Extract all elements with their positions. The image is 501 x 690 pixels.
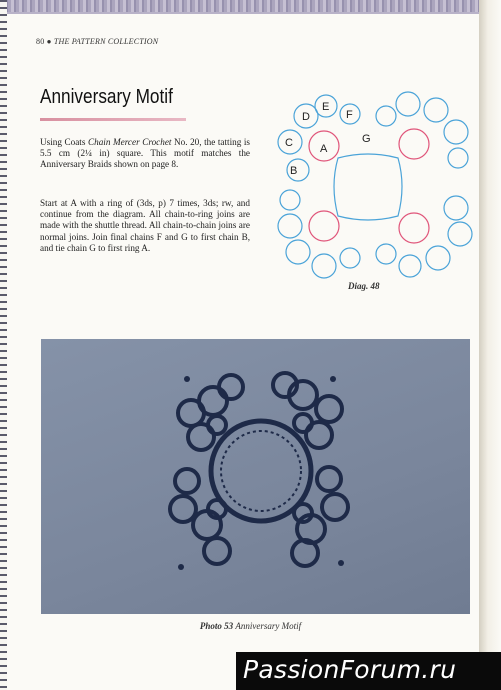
top-strip — [0, 0, 501, 14]
page-number: 80 — [36, 37, 45, 46]
label-f: F — [346, 109, 353, 121]
title-underline — [40, 118, 186, 121]
photo-caption-title: Anniversary Motif — [235, 621, 302, 631]
pattern-diagram — [268, 86, 480, 282]
lace-center-ring — [211, 421, 311, 521]
watermark-text: PassionForum.ru — [243, 655, 457, 684]
lace-flower-bl — [170, 469, 230, 564]
page-edge — [479, 0, 501, 690]
diagram-labels — [285, 101, 371, 177]
label-d: D — [302, 111, 310, 123]
para1-text-b: No. 20, the tatting is 5.5 cm (2¼ in) square. This motif matches the Anniversary Braids shown on page 8. — [40, 137, 250, 170]
photo-caption-label: Photo 53 — [199, 621, 234, 631]
photo-caption — [0, 621, 501, 631]
materials-paragraph — [40, 137, 250, 171]
label-e: E — [322, 101, 330, 113]
diagram-caption: Diag. 48 — [348, 281, 380, 291]
label-b: B — [290, 165, 298, 177]
lace-flower-tl — [178, 375, 243, 450]
lace-flower-br — [292, 467, 348, 566]
label-g: G — [362, 133, 371, 145]
thread-name: Chain Mercer Crochet — [87, 137, 172, 147]
spiral-binding — [0, 0, 7, 690]
page-title: Anniversary Motif — [40, 86, 173, 108]
label-a: A — [320, 143, 328, 155]
para1-text-a: Using Coats — [40, 137, 88, 147]
running-header — [36, 37, 158, 46]
section-name: THE PATTERN COLLECTION — [53, 37, 159, 46]
header-bullet: ● — [46, 37, 52, 46]
lace-motif-image — [41, 339, 470, 614]
motif-photo — [41, 339, 470, 614]
instructions-paragraph: Start at A with a ring of (3ds, p) 7 times, 3ds; rw, and continue from the diagram. All chain-to-ring joins are made with the shuttle thread. All chain-to-chain joins are normal joins. Join final chains F and G to first chain B, and tie chain G to first ring A. — [40, 198, 250, 253]
label-c: C — [285, 137, 293, 149]
